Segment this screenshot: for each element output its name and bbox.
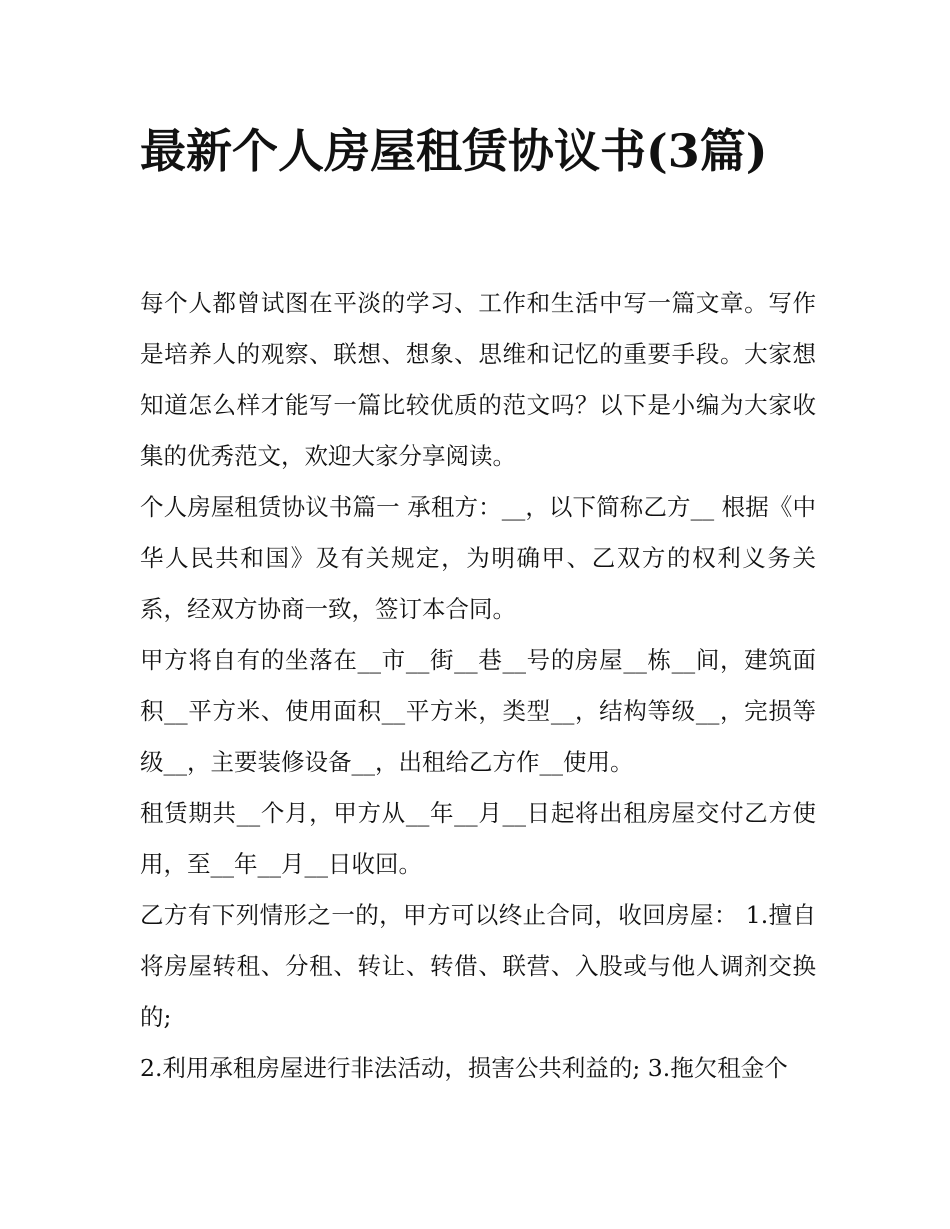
paragraph-parties: 个人房屋租赁协议书篇一 承租方：__，以下简称乙方__ 根据《中华人民共和国》及有关规定，为明确甲、乙双方的权利义务关系，经双方协商一致，签订本合同。 (140, 493, 816, 623)
paragraph-termination: 乙方有下列情形之一的，甲方可以终止合同，收回房屋： 1.擅自将房屋转租、分租、转让、转借、联营、入股或与他人调剂交换的; (140, 901, 816, 1031)
paragraph-termination-cont: 2.利用承租房屋进行非法活动，损害公共利益的; 3.拖欠租金个 (140, 1054, 788, 1082)
document-body (140, 278, 816, 1094)
paragraph-term: 租赁期共__个月，甲方从__年__月__日起将出租房屋交付乙方使用，至__年__月__日收回。 (140, 799, 816, 878)
document-title: 最新个人房屋租赁协议书(3篇) (140, 124, 768, 178)
paragraph-intro: 每个人都曾试图在平淡的学习、工作和生活中写一篇文章。写作是培养人的观察、联想、想象、思维和记忆的重要手段。大家想知道怎么样才能写一篇比较优质的范文吗？以下是小编为大家收集的优秀范文，欢迎大家分享阅读。 (140, 289, 816, 470)
paragraph-property: 甲方将自有的坐落在__市__街__巷__号的房屋__栋__间，建筑面积__平方米、使用面积__平方米，类型__，结构等级__，完损等级__，主要装修设备__，出租给乙方作__使用。 (140, 646, 816, 776)
